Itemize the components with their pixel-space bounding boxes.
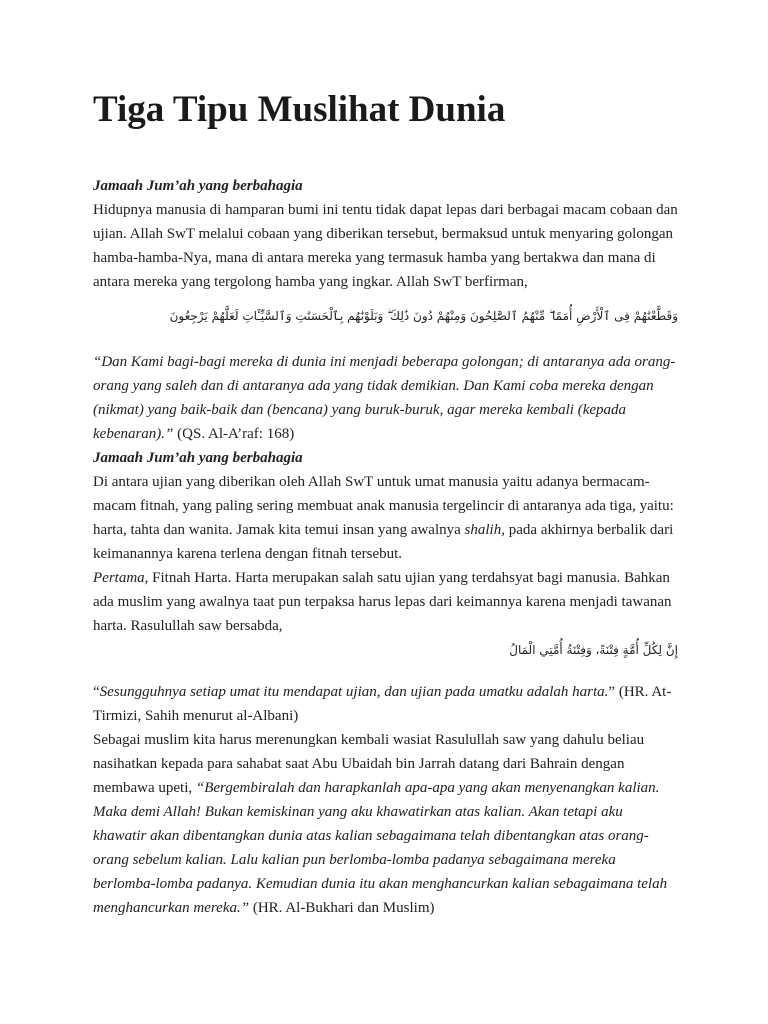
quote-text: “Bergembiralah dan harapkanlah apa-apa yang akan menyenangkan kalian. Maka demi Allah! Bukan kemiskinan yang aku khawatirkan atas kalian. Akan tetapi aku khawatir akan dibentangkan dunia atas kalian sebagaimana telah dibentangkan atas orang-orang sebelum kalian. Lalu kalian pun berlomba-lomba padanya sebagaimana mereka berlomba-lomba padanya. Kemudian dunia itu akan menghancurkan kalian sebagaimana telah menghancurkan mereka.” (93, 780, 668, 916)
quote-text: Sesungguhnya setiap umat itu mendapat ujian, dan ujian pada umatku adalah harta. (99, 684, 609, 700)
quote-mark: “ (93, 684, 100, 700)
paragraph-fitnah (93, 470, 678, 566)
italic-term: shalih (464, 522, 502, 538)
paragraph-intro: Hidupnya manusia di hamparan bumi ini tentu tidak dapat lepas dari berbagai macam cobaan dan ujian. Allah SwT melalui cobaan yang diberikan tersebut, bermaksud untuk menyaring golongan hamba-hamba-Nya, mana di antara mereka yang termasuk hamba yang bertakwa dan mana di antara mereka yang tergolong hamba yang ingkar. Allah SwT berfirman, (93, 202, 678, 290)
paragraph-text: Sebagai muslim kita harus merenungkan kembali wasiat Rasulullah saw yang dahulu beliau nasihatkan kepada para sahabat saat Abu Ubaidah bin Jarrah datang dari Bahrain dengan membawa upeti, (93, 732, 645, 796)
paragraph-text: Di antara ujian yang diberikan oleh Allah SwT untuk umat manusia yaitu adanya bermacam-macam fitnah, yang paling sering membuat anak manusia tergelincir di antaranya ada tiga, yaitu: harta, tahta dan wanita. Jamak kita temui insan yang awalnya (93, 474, 674, 538)
quote-translation-1 (93, 350, 678, 446)
quote-translation-2 (93, 680, 678, 728)
paragraph-pertama (93, 566, 678, 638)
paragraph-wasiat (93, 728, 678, 920)
section-heading-1: Jamaah Jum’ah yang berbahagia (93, 178, 303, 194)
article-body (93, 174, 678, 920)
quote-mark: ” (608, 684, 616, 700)
document-page (93, 86, 678, 920)
arabic-hadith: إِنَّ لِكُلِّ أُمَّةٍ فِتْنَةً، وَفِتْنَةُ أُمَّتِي الْمَالُ (509, 643, 678, 657)
page-title: Tiga Tipu Muslihat Dunia (93, 89, 506, 130)
quote-reference: (HR. Al-Bukhari dan Muslim) (249, 900, 435, 916)
quote-reference: (QS. Al-A’raf: 168) (173, 426, 295, 442)
quote-text: “Dan Kami bagi-bagi mereka di dunia ini menjadi beberapa golongan; di antaranya ada orang-orang yang saleh dan di antaranya ada yang tidak demikian. Dan Kami coba mereka dengan (nikmat) yang baik-baik dan (bencana) yang buruk-buruk, agar mereka kembali (kepada kebenaran).” (93, 354, 676, 442)
italic-term: Pertama, (93, 570, 149, 586)
arabic-verse: وَقَطَّعْنَٰهُمْ فِى ٱلْأَرْضِ أُمَمًا ۖ مِّنْهُمُ ٱلصَّٰلِحُونَ وَمِنْهُمْ دُونَ ذَٰلِكَ ۖ وَبَلَوْنَٰهُم بِٱلْحَسَنَٰتِ وَٱلسَّيِّـَٔاتِ لَعَلَّهُمْ يَرْجِعُونَ (169, 309, 678, 323)
paragraph-text: Fitnah Harta. Harta merupakan salah satu ujian yang terdahsyat bagi manusia. Bahkan ada muslim yang awalnya taat pun terpaksa harus lepas dari keimannya karena menjadi tawanan harta. Rasulullah saw bersabda, (93, 570, 672, 634)
paragraph-text: , pada akhirnya berbalik dari keimanannya karena terlena dengan fitnah tersebut. (93, 522, 674, 562)
quote-reference: (HR. At-Tirmizi, Sahih menurut al-Albani) (93, 684, 672, 724)
section-heading-2: Jamaah Jum’ah yang berbahagia (93, 450, 303, 466)
